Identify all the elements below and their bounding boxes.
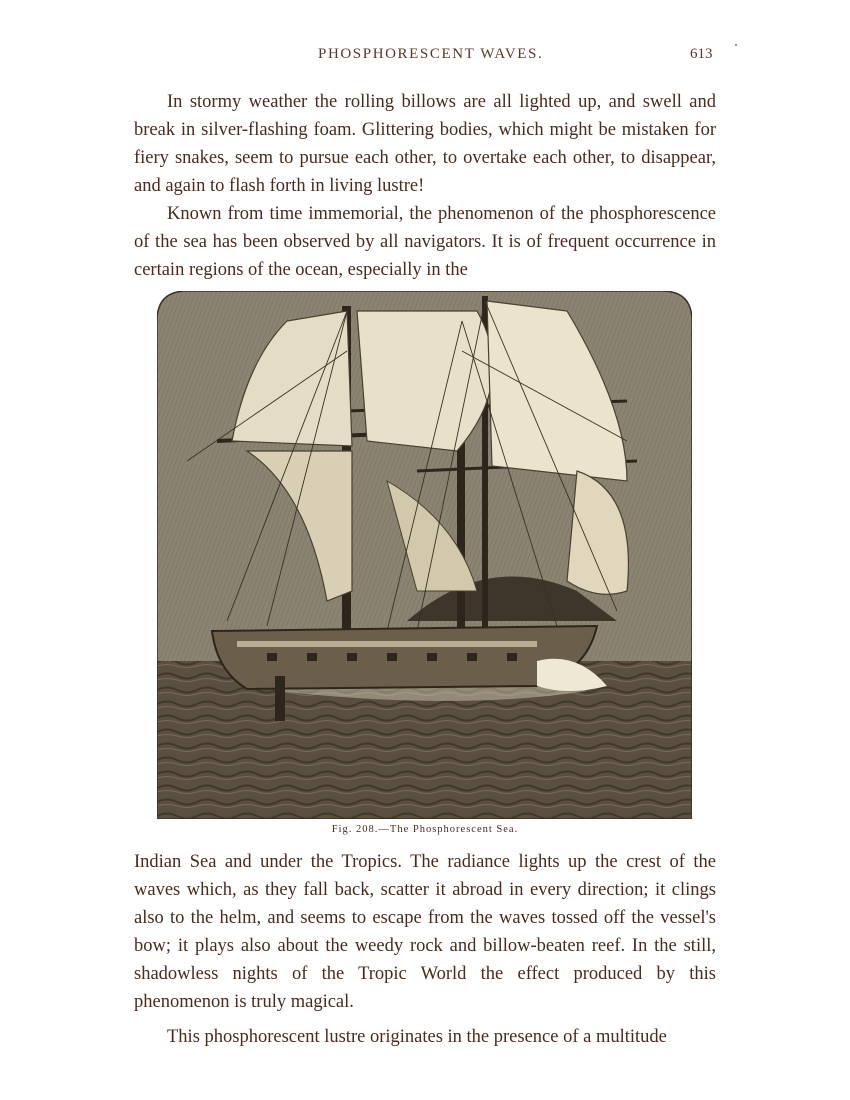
figure-illustration <box>157 291 692 819</box>
running-head-title: PHOSPHORESCENT WAVES. <box>318 46 544 62</box>
figure-caption: Fig. 208.—The Phosphorescent Sea. <box>331 824 519 835</box>
paragraph-2: Known from time immemorial, the phenomenon of the phosphorescence of the sea has been observed by all navigators. It is of frequent occurrence in certain regions of the ocean, especially in the <box>134 204 716 280</box>
rudder <box>275 676 285 721</box>
paragraph-4: This phosphorescent lustre originates in the presence of a multitude <box>167 1027 667 1047</box>
ship-engraving <box>157 291 692 819</box>
sail-main-topsail <box>357 311 493 451</box>
paragraph-1: In stormy weather the rolling billows are all lighted up, and swell and break in silver-flashing foam. Glittering bodies, which might be mistaken for fiery snakes, seem to pursue each other, to overtake each other, to disappear, and again to flash forth in living lustre! <box>134 92 716 196</box>
paragraph-3: Indian Sea and under the Tropics. The radiance lights up the crest of the waves which, as they fall back, scatter it abroad in every direction; it clings also to the helm, and seems to escape from the waves tossed off the vessel's bow; it plays also about the weedy rock and billow-beaten reef. In the still, shadowless nights of the Tropic World the effect produced by this phenomenon is truly magical. <box>134 852 716 1012</box>
print-speck <box>735 44 737 46</box>
page-number: 613 <box>690 46 713 62</box>
